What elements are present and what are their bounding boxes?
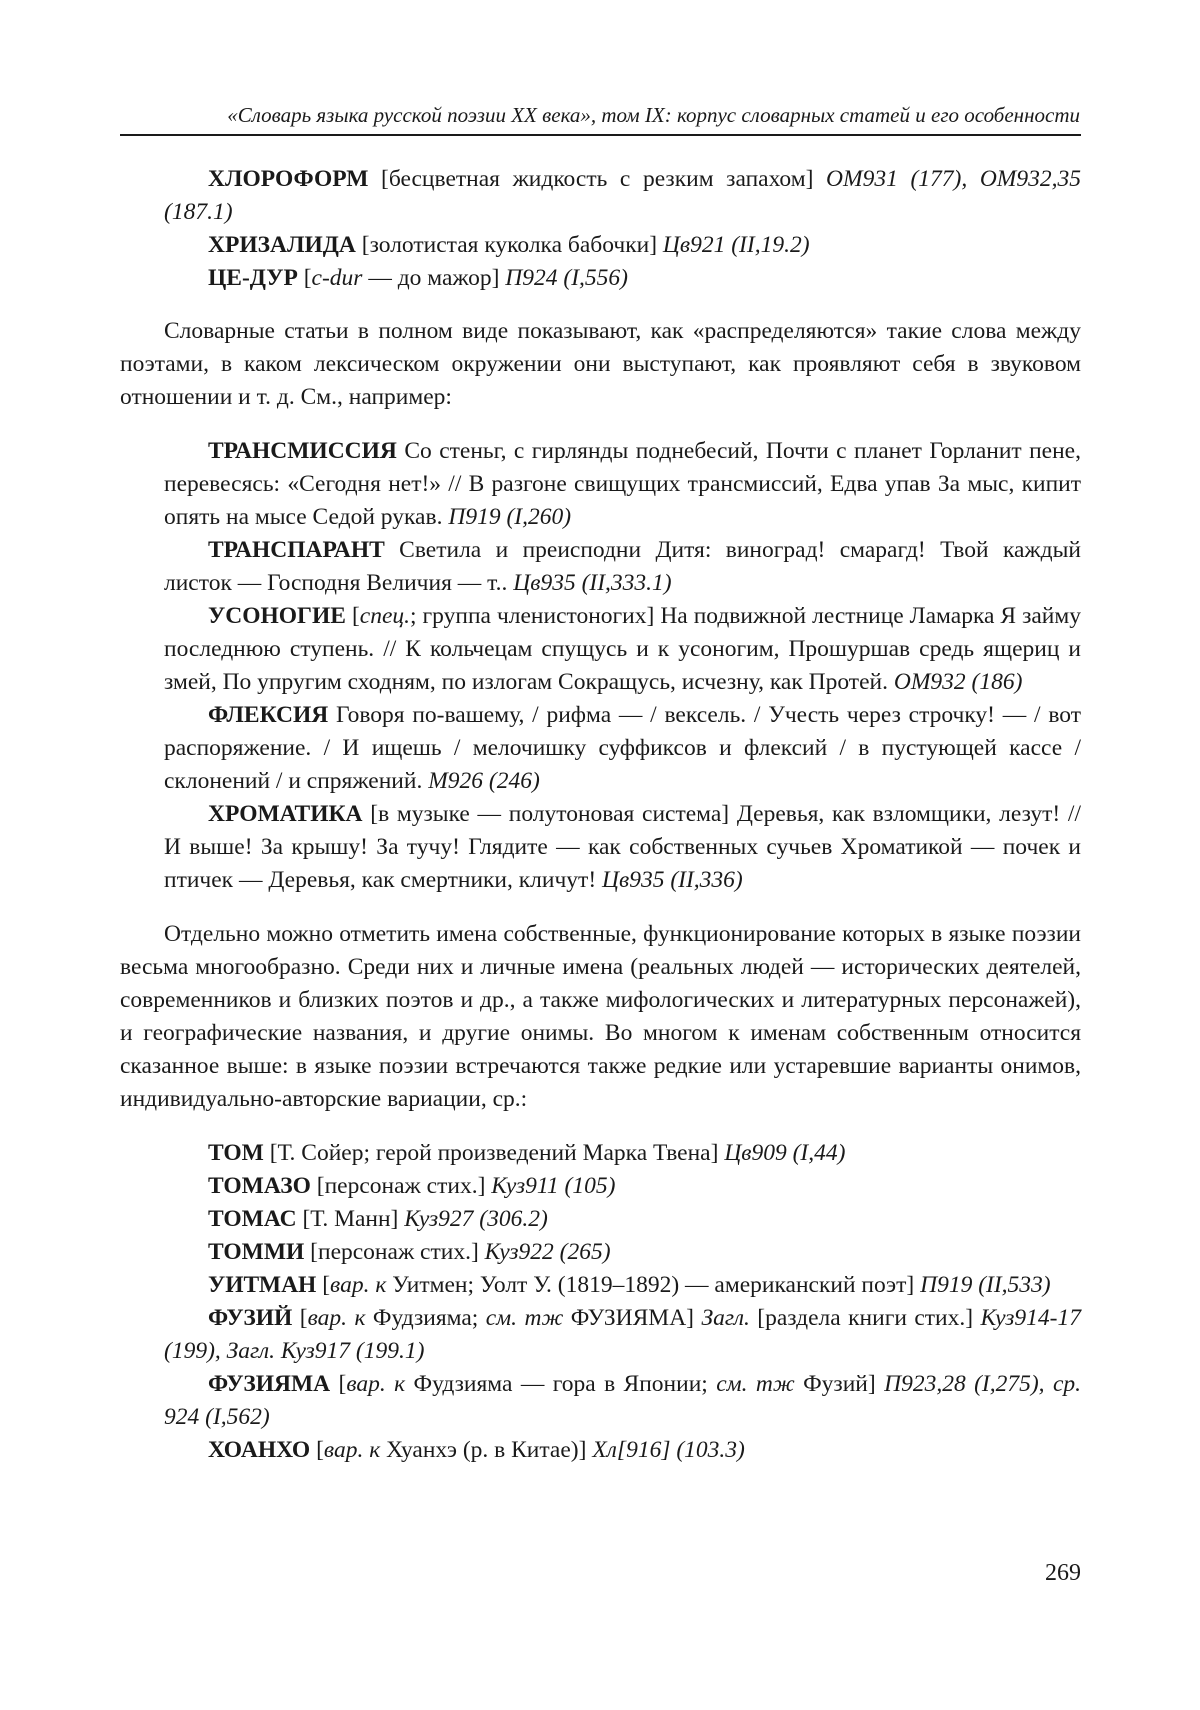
source-ref: Хл[916] (103.3) [592,1437,745,1463]
entry-chrysalis [164,229,1081,262]
source-ref: Цв935 (II,333.1) [513,570,672,596]
headword: ТРАНСМИССИЯ [208,438,397,464]
quotation: Со стеньг, с гирлянды поднебесий, Почти с планет Горланит пене, перевесясь: «Сегодня нет!» // В разгоне свищущих трансмиссий, Едва упав За мыс, кипит опять на мысе Седой рукав. [164,438,1081,530]
body-paragraph-1: Словарные статьи в полном виде показывают, как «распределяются» такие слова между поэтами, в каком лексическом окружении они выступают, как проявляют себя в звуковом отношении и т. д. См., например: [120,318,1081,410]
source-ref: ОМ932 (186) [893,669,1023,695]
definition-open: [ [316,1272,331,1298]
definition: [персонаж стих.] [304,1239,485,1265]
source-ref: Куз927 (306.2) [404,1206,548,1232]
definition-italic: c-dur [311,265,363,291]
headword: ТОМ [208,1140,264,1166]
entry-tomazo [164,1170,1081,1203]
definition-mid: Фудзияма — гора в Японии; [405,1371,717,1397]
header-rule [120,134,1081,136]
headword: ТОММИ [208,1239,305,1265]
definition-italic: спец. [359,603,411,629]
quotation: На подвижной лестнице Ламарка Я займу последнюю ступень. // К кольчецам спущусь и к усоногим, Прошуршав средь ящериц и змей, По упругим сходням, по излогам Сокращусь, исчезну, как Протей. [164,603,1081,695]
source-ref: М926 (246) [428,768,540,794]
entry-chromatics [164,798,1081,897]
headword: ФУЗИЙ [208,1305,293,1331]
headword: ХРИЗАЛИДА [208,232,356,258]
definition-italic: вар. к [307,1305,366,1331]
headword: ХРОМАТИКА [208,801,363,827]
source-ref: ОМ931 (177), ОМ932,35 (187.1) [164,166,1081,225]
source-ref: Цв921 (II,19.2) [662,232,810,258]
body-paragraph-2: Отдельно можно отметить имена собственные, функционирование которых в языке поэзии весьма многообразно. Среди них и личные имена (реальных людей — исторических деятелей, современников и близких поэтов и др., а также мифологических и литературных персонажей), и географические названия, и другие онимы. Во многом к именам собственным относится сказанное выше: в языке поэзии встречаются также редкие или устаревшие варианты онимов, индивидуально-авторские вариации, ср.: [120,921,1081,1112]
page-number: 269 [1045,1560,1081,1586]
definition: [персонаж стих.] [310,1173,492,1199]
headword: ТОМАС [208,1206,297,1232]
definition-open: [ [330,1371,347,1397]
source-ref-prefix: Загл. [701,1305,750,1331]
definition-italic: вар. к [323,1437,381,1463]
quotation: Светила и преисподни Дитя: виноград! смарагд! Твой каждый листок — Господня Величия — т.. [164,537,1081,596]
entry-whitman [164,1269,1081,1302]
definition: [Т. Сойер; герой произведений Марка Твена] [263,1140,725,1166]
entry-hoanho [164,1434,1081,1467]
definition-open: [ [345,603,360,629]
definition-italic: вар. к [330,1272,387,1298]
headword: ХЛОРОФОРМ [208,166,369,192]
entry-fuzii [164,1302,1081,1368]
headword: ЦЕ-ДУР [208,265,298,291]
source-ref: П919 (I,260) [448,504,572,530]
definition: [Т. Манн] [296,1206,405,1232]
source-ref: Куз911 (105) [491,1173,616,1199]
definition-open: [ [310,1437,324,1463]
entry-chloroform [164,163,1081,229]
entry-flexion [164,699,1081,798]
source-ref: П923,28 (I,275), ср. 924 (I,562) [164,1371,1081,1430]
source-ref: Куз922 (265) [484,1239,611,1265]
entry-transparant [164,534,1081,600]
entry-usonogie [164,600,1081,699]
definition-more: [раздела книги стих.] [749,1305,981,1331]
quotation: Деревья, как взломщики, лезут! // И выше! За крышу! За тучу! Глядите — как собственных сучьев Хроматикой — почек и птичек — Деревья, как смертники, кличут! [164,801,1081,893]
definition: [золотистая куколка бабочки] [355,232,663,258]
entry-fuziyama [164,1368,1081,1434]
entry-block-2 [120,435,1081,897]
running-header: «Словарь языка русской поэзии XX века», том IX: корпус словарных статей и его особенности [227,103,1080,127]
headword: ФЛЕКСИЯ [208,702,329,728]
source-ref: Цв935 (II,336) [602,867,743,893]
headword: УСОНОГИЕ [208,603,346,629]
headword: ТОМАЗО [208,1173,311,1199]
definition-rest: — до мажор] [362,265,506,291]
definition-open: [ [297,265,312,291]
entry-transmission [164,435,1081,534]
source-ref: Цв909 (I,44) [724,1140,846,1166]
definition-italic-2: см. тж [716,1371,795,1397]
source-ref: П924 (I,556) [505,265,628,291]
definition-rest: ; группа членистоногих] [410,603,655,629]
source-ref: Куз914-17 (199), Загл. Куз917 (199.1) [164,1305,1082,1364]
entry-tomas [164,1203,1081,1236]
definition-rest: Хуанхэ (р. в Китае)] [380,1437,593,1463]
entry-c-dur [164,262,1081,295]
quotation: Говоря по-вашему, / рифма — / вексель. / Учесть через строчку! — / вот распоряжение. / И ищешь / мелочишку суффиксов и флексий / в пустующей кассе / склонений / и спряжений. [164,702,1081,794]
entry-block-3 [120,1137,1081,1467]
definition-rest: Уитмен; Уолт У. (1819–1892) — американский поэт] [386,1272,921,1298]
headword: ФУЗИЯМА [208,1371,331,1397]
entry-tommi [164,1236,1081,1269]
entry-block-1 [120,163,1081,295]
headword: ТРАНСПАРАНТ [208,537,385,563]
definition-open: [ [292,1305,308,1331]
entry-tom [164,1137,1081,1170]
source-ref: П919 (II,533) [920,1272,1051,1298]
definition-rest: Фузий] [794,1371,885,1397]
definition: [бесцветная жидкость с резким запахом] [368,166,827,192]
headword: УИТМАН [208,1272,317,1298]
definition: [в музыке — полутоновая система] [362,801,730,827]
definition-mid: Фудзияма; [365,1305,486,1331]
page-body [120,163,1081,1467]
definition-rest: ФУЗИЯМА] [563,1305,702,1331]
definition-italic: вар. к [346,1371,406,1397]
definition-italic-2: см. тж [485,1305,564,1331]
headword: ХОАНХО [208,1437,311,1463]
